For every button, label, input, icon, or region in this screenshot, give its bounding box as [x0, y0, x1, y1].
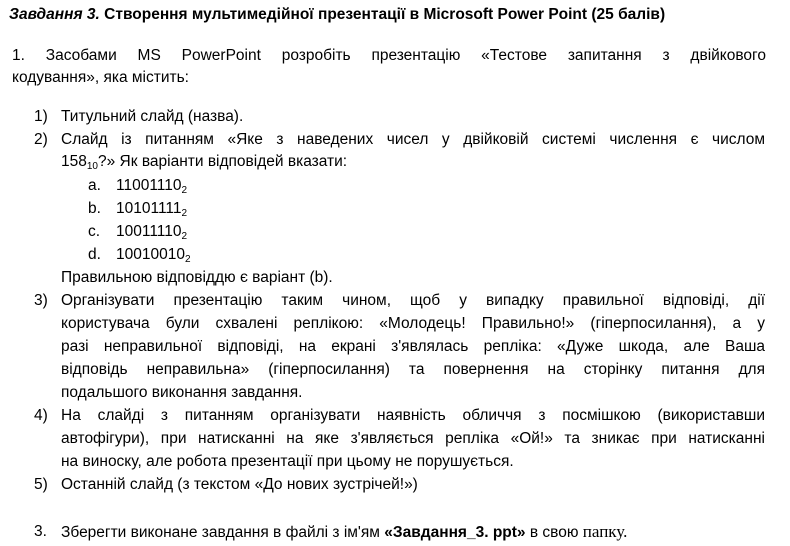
task1-line2: кодування», яка містить:: [12, 69, 189, 86]
item3-line4: відповідь неправильна» (гіперпосилання) та повернення на сторінку питання для: [61, 361, 765, 378]
task3-text-mid: в свою: [529, 524, 579, 541]
option-a-value: $11001110_2$: [116, 177, 188, 196]
option-d-letter: d.: [88, 246, 101, 263]
item3-number: 3): [34, 292, 48, 309]
task-title-label: Завдання 3.: [9, 6, 100, 23]
item4-line3: на виноску, але робота презентації при цьому не порушується.: [61, 453, 514, 470]
item1-number: 1): [34, 108, 48, 125]
item4-line1: На слайді з питанням організувати наявність обличчя з посмішкою (використавши: [61, 407, 765, 424]
item1-text: Титульний слайд (назва).: [61, 108, 244, 125]
item4-number: 4): [34, 407, 48, 424]
option-d-value: $10010010_2$: [116, 246, 191, 265]
item2-line1: Слайд із питанням «Яке з наведених чисел у двійковій системі числення є числом: [61, 131, 765, 148]
item2-line2: [61, 151, 765, 173]
task-title: [9, 5, 781, 25]
item5-number: 5): [34, 476, 48, 493]
task3-text-post: папку.: [582, 522, 628, 541]
item2-base-subscript: 10: [86, 161, 98, 172]
task3-text-pre: Зберегти виконане завдання в файлі з ім'ям: [61, 524, 380, 541]
item3-line2: користувача були схвалені реплікою: «Молодець! Правильно!» (гіперпосилання), а у: [61, 315, 765, 332]
option-c-letter: c.: [88, 223, 101, 240]
option-c-value: $10011110_2$: [116, 223, 188, 242]
item3-line1: Організувати презентацію таким чином, щоб у випадку правильної відповіді, дії: [61, 292, 765, 309]
task3-number: 3.: [34, 523, 47, 540]
task1-line1: 1. Засобами MS PowerPoint розробіть презентацію «Тестове запитання з двійкового: [12, 47, 766, 64]
item3-line5: подальшого виконання завдання.: [61, 384, 303, 401]
item5-text: Останній слайд (з текстом «До нових зустрічей!»): [61, 476, 418, 493]
item2-number-158: 158: [61, 153, 87, 170]
option-b-value: $10101111_2$: [116, 200, 188, 219]
item2-line2-rest: ?» Як варіанти відповідей вказати:: [98, 153, 348, 170]
item2-number: 2): [34, 131, 48, 148]
item2-answer: Правильною відповіддю є варіант (b).: [61, 269, 333, 286]
option-b-letter: b.: [88, 200, 101, 217]
task3-line: [61, 520, 627, 545]
item3-line3: разі неправильної відповіді, на екрані з'являлась репліка: «Дуже шкода, але Ваша: [61, 338, 765, 355]
item4-line2: автофігури), при натисканні на яке з'являється репліка «Ой!» та зникає при натисканні: [61, 430, 765, 447]
task3-filename: «Завдання_3. ppt»: [384, 524, 526, 541]
option-a-letter: a.: [88, 177, 101, 194]
task-title-text: Створення мультимедійної презентації в Microsoft Power Point (25 балів): [104, 6, 666, 23]
